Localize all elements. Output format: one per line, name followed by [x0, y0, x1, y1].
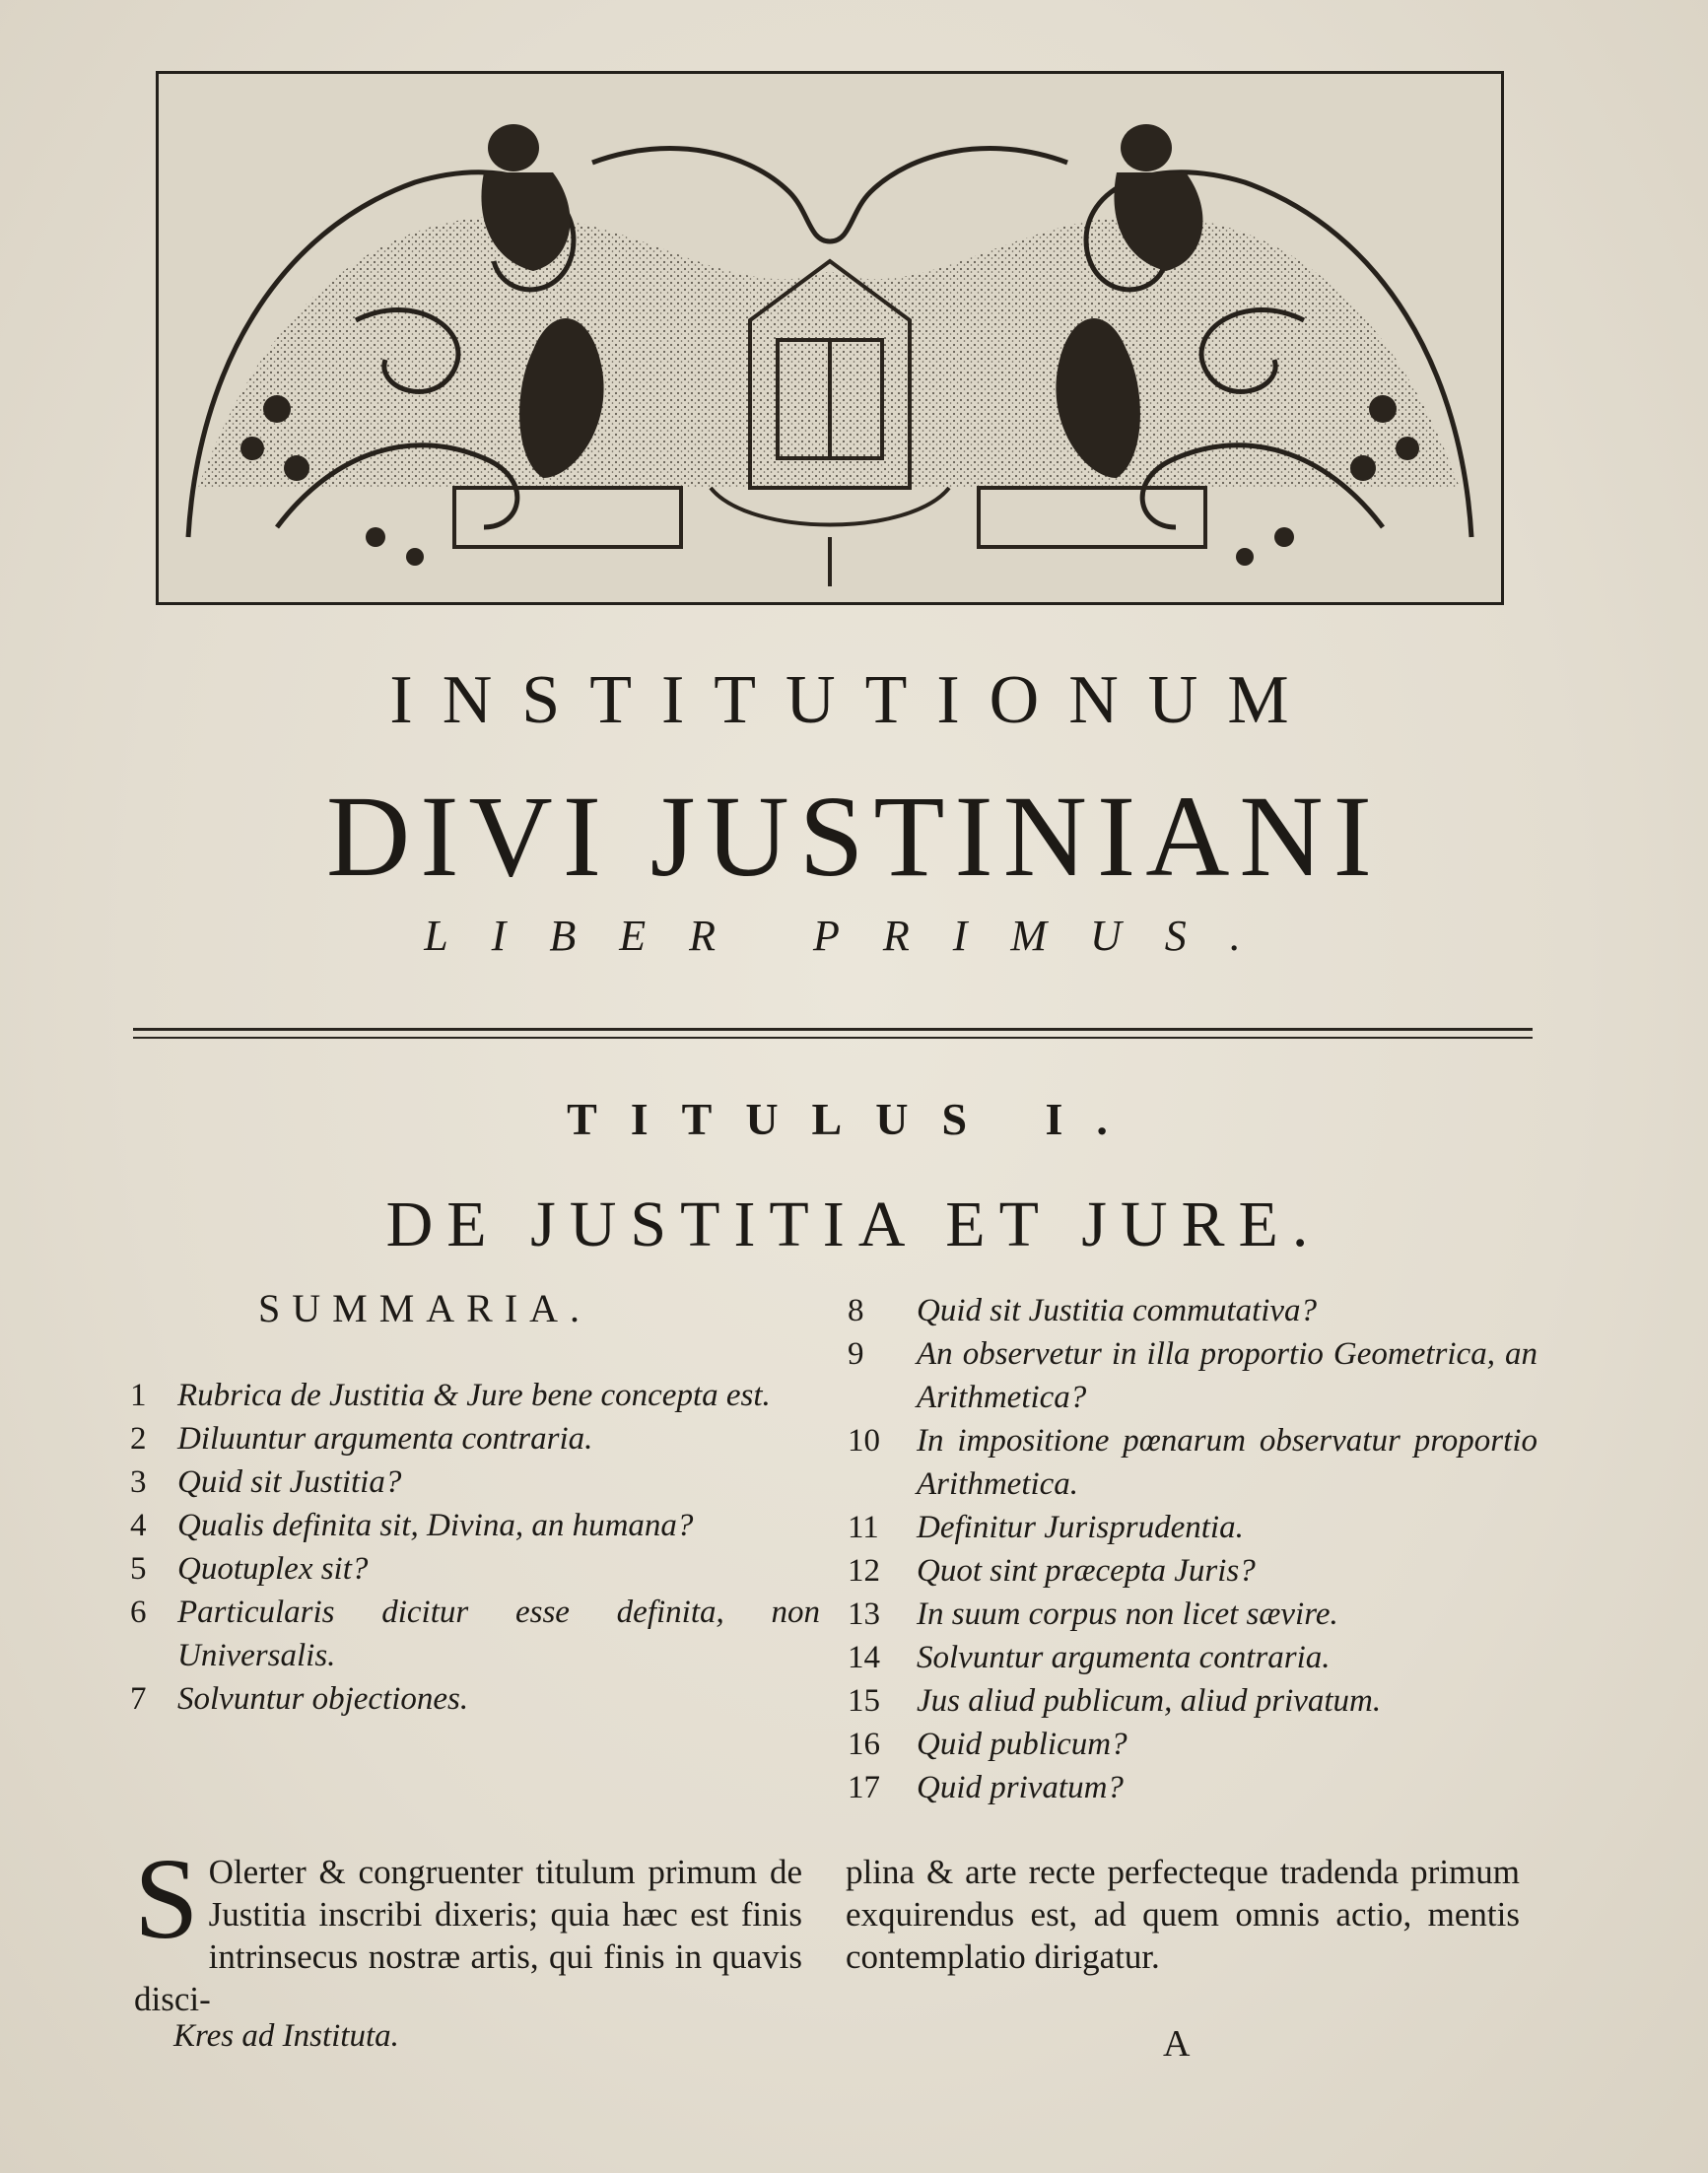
summary-item: 7 Solvuntur objectiones. [130, 1681, 469, 1717]
signature-mark: A [1163, 2023, 1191, 2065]
summary-item: 3 Quid sit Justitia? [130, 1464, 402, 1500]
summaria-right-column [848, 1289, 1537, 1809]
body-text-left-content: Olerter & congruenter titulum primum de Justitia inscribi dixeris; quia hæc est finis intrinsecus nostræ artis, qui finis in quavis disci- [134, 1853, 802, 2018]
title-liber-primus: LIBER PRIMUS. [424, 912, 1284, 960]
summary-item: 13 In suum corpus non licet sævire. [848, 1596, 1338, 1632]
summary-item: 15 Jus aliud publicum, aliud privatum. [848, 1683, 1382, 1719]
summary-item: 14 Solvuntur argumenta contraria. [848, 1640, 1331, 1675]
summary-item: 12 Quot sint præcepta Juris? [848, 1553, 1256, 1589]
summary-item: 9 An observetur in illa proportio Geometrica, an Arithmetica? [848, 1336, 1537, 1415]
summary-item: 4 Qualis definita sit, Divina, an humana? [130, 1508, 694, 1543]
summary-item: 6 Particularis dicitur esse definita, non Universalis. [130, 1595, 820, 1673]
titulus-heading: TITULUS I. [567, 1094, 1141, 1144]
summary-item: 16 Quid publicum? [848, 1727, 1127, 1762]
summaria-left-column [130, 1374, 820, 1721]
summary-item: 8 Quid sit Justitia commutativa? [848, 1293, 1318, 1328]
drop-cap: S [134, 1834, 199, 1963]
summary-item: 10 In impositione pœnarum observatur proportio Arithmetica. [848, 1423, 1537, 1502]
catchword: Kres ad Instituta. [173, 2018, 399, 2054]
body-text-right: plina & arte recte perfecteque tradenda primum exquirendus est, ad quem omnis actio, mentis contemplatio dirigatur. [846, 1853, 1520, 1976]
body-text-left [134, 1834, 802, 2020]
summary-item: 11 Definitur Jurisprudentia. [848, 1510, 1244, 1545]
headpiece-engraving [159, 74, 1501, 602]
section-rule [133, 1028, 1533, 1039]
summary-item: 1 Rubrica de Justitia & Jure bene concepta est. [130, 1378, 771, 1413]
subject-heading: DE JUSTITIA ET JURE. [385, 1188, 1323, 1260]
summary-item: 17 Quid privatum? [848, 1770, 1124, 1805]
title-institutionum: INSTITUTIONUM [389, 662, 1319, 738]
summaria-label: SUMMARIA. [258, 1286, 592, 1330]
summary-item: 5 Quotuplex sit? [130, 1551, 369, 1587]
title-divi-justiniani: DIVI JUSTINIANI [326, 772, 1382, 901]
summary-item: 2 Diluuntur argumenta contraria. [130, 1421, 593, 1457]
ornamental-headpiece [156, 71, 1504, 605]
